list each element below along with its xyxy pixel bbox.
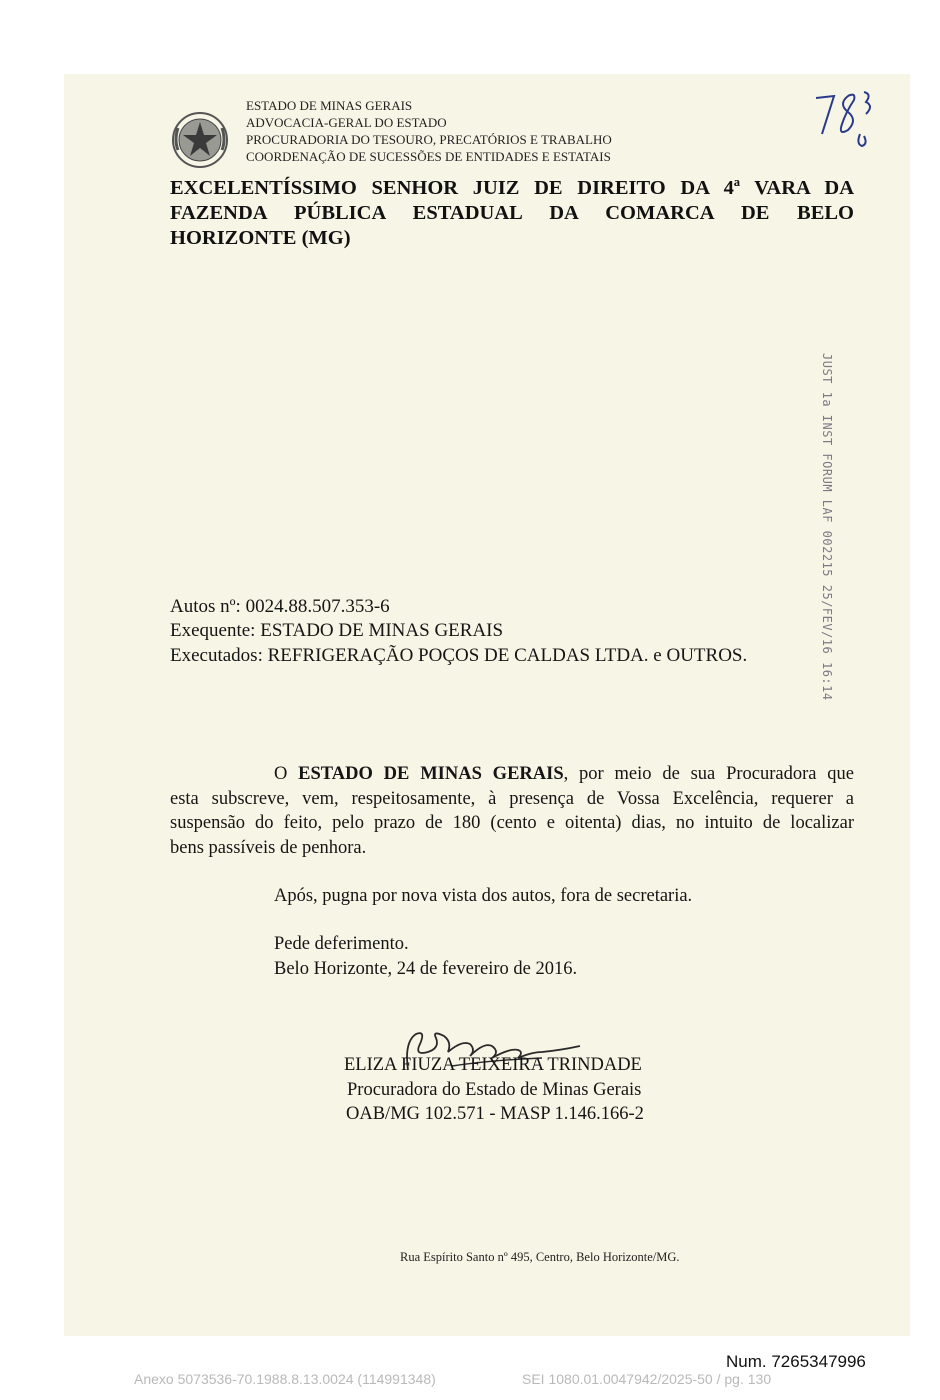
svg-text:78: 78 bbox=[808, 84, 809, 85]
signer-name: ELIZA FIUZA TEIXEIRA TRINDADE bbox=[344, 1055, 642, 1075]
addressee-line-2: FAZENDA PÚBLICA ESTADUAL DA COMARCA DE BELO bbox=[170, 202, 854, 224]
request-line-1: O ESTADO DE MINAS GERAIS, por meio de sua Procuradora que bbox=[274, 764, 854, 784]
case-number: Autos nº: 0024.88.507.353-6 bbox=[170, 596, 390, 617]
header-procuradoria: PROCURADORIA DO TESOURO, PRECATÓRIOS E TRABALHO bbox=[246, 132, 612, 147]
request-line-4: bens passíveis de penhora. bbox=[170, 837, 367, 858]
addressee-heading bbox=[170, 176, 854, 251]
request-paragraph bbox=[170, 762, 854, 860]
signer-title: Procuradora do Estado de Minas Gerais bbox=[347, 1080, 642, 1100]
second-paragraph: Após, pugna por nova vista dos autos, fora de secretaria. bbox=[274, 886, 693, 906]
case-exequente: Exequente: ESTADO DE MINAS GERAIS bbox=[170, 620, 504, 641]
case-executados: Executados: REFRIGERAÇÃO POÇOS DE CALDAS LTDA. e OUTROS. bbox=[170, 645, 748, 666]
sei-reference: SEI 1080.01.0047942/2025-50 / pg. 130 bbox=[522, 1371, 772, 1387]
document-number: Num. 7265347996 bbox=[726, 1352, 866, 1371]
header-coordenacao: COORDENAÇÃO DE SUCESSÕES DE ENTIDADES E ESTATAIS bbox=[246, 149, 611, 164]
closing-request: Pede deferimento. bbox=[274, 934, 409, 954]
footer-address: Rua Espírito Santo nº 495, Centro, Belo Horizonte/MG. bbox=[400, 1250, 680, 1264]
place-date: Belo Horizonte, 24 de fevereiro de 2016. bbox=[274, 959, 578, 979]
state-coat-of-arms-icon bbox=[170, 110, 230, 170]
protocol-stamp: JUST 1a INST FORUM LAF 002215 25/FEV/16 16:14 bbox=[820, 353, 834, 701]
signer-registration: OAB/MG 102.571 - MASP 1.146.166-2 bbox=[346, 1104, 644, 1124]
request-line-3: suspensão do feito, pelo prazo de 180 (cento e oitenta) dias, no intuito de localizar bbox=[170, 813, 854, 833]
addressee-line-1: EXCELENTÍSSIMO SENHOR JUIZ DE DIREITO DA 4ª VARA DA bbox=[170, 177, 854, 199]
annex-reference: Anexo 5073536-70.1988.8.13.0024 (114991348) bbox=[134, 1371, 436, 1387]
handwritten-page-number bbox=[808, 84, 878, 154]
header-agency: ADVOCACIA-GERAL DO ESTADO bbox=[246, 115, 447, 130]
header-state: ESTADO DE MINAS GERAIS bbox=[246, 98, 413, 113]
state-name-bold: ESTADO DE MINAS GERAIS bbox=[298, 764, 564, 784]
addressee-line-3: HORIZONTE (MG) bbox=[170, 227, 351, 249]
scanned-page bbox=[64, 74, 910, 1336]
request-line-2: esta subscreve, vem, respeitosamente, à presença de Vossa Excelência, requerer a bbox=[170, 788, 854, 809]
